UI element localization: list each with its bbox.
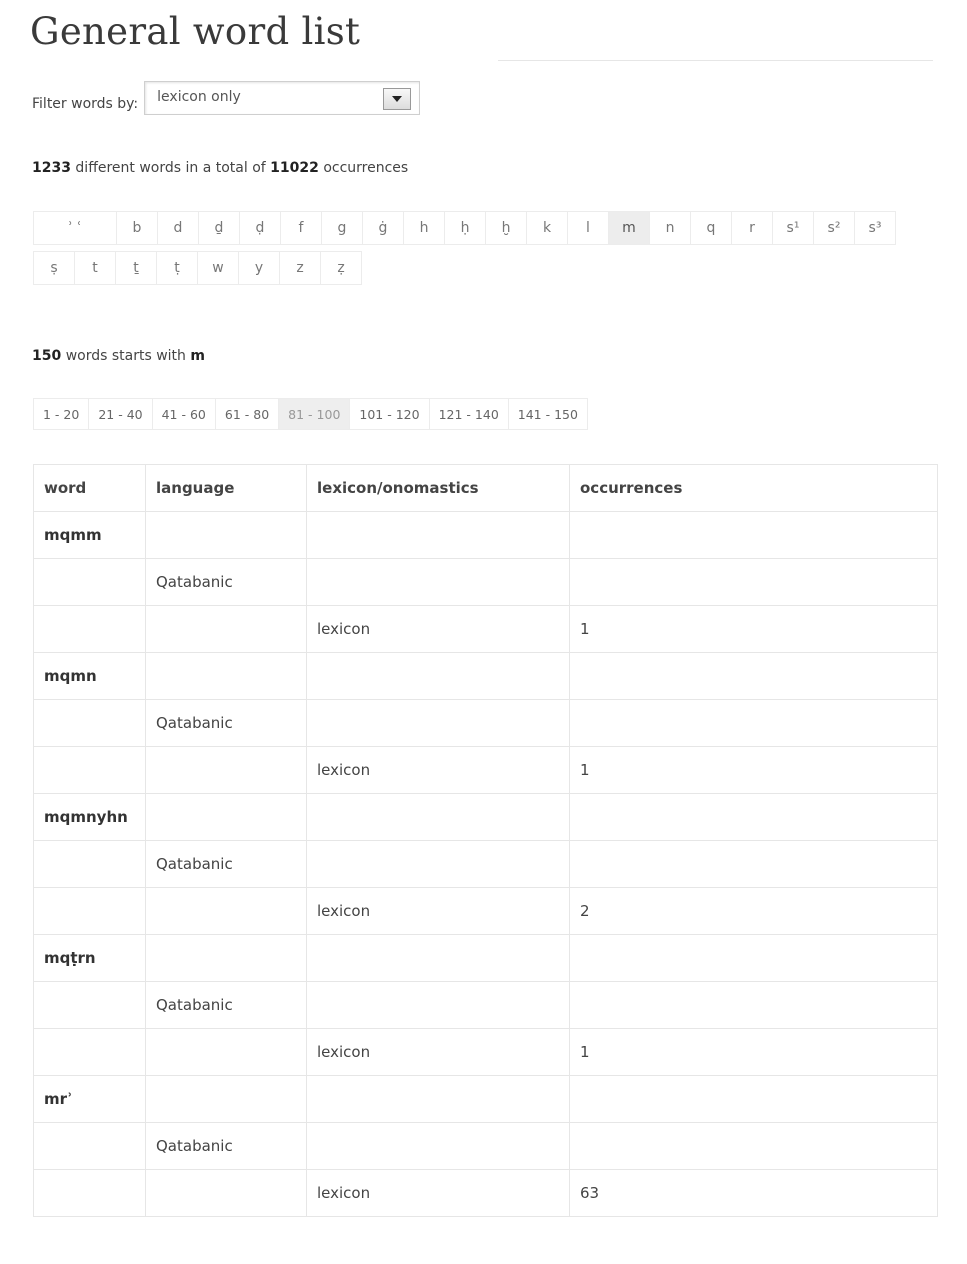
cell-lexicon [307,559,570,606]
letter-word-total: 150 [32,348,62,364]
letter-link[interactable]: h [403,211,445,245]
cell-occurrences [570,653,938,700]
table-row [34,747,938,794]
cell-lexicon [307,653,570,700]
letter-link[interactable]: z [279,251,321,285]
cell-lexicon [307,982,570,1029]
table-row [34,700,938,747]
letter-link[interactable]: b [116,211,158,245]
cell-occurrences: 1 [570,606,938,653]
table-row [34,653,938,700]
letter-link[interactable]: w [197,251,239,285]
table-row [34,935,938,982]
title-divider [498,60,933,61]
cell-language [146,512,307,559]
header-language: language [146,465,307,512]
table-row [34,794,938,841]
cell-language [146,1170,307,1217]
letter-link[interactable]: ḍ [239,211,281,245]
cell-word [34,606,146,653]
cell-lexicon: lexicon [307,1029,570,1076]
cell-language [146,1029,307,1076]
letter-link[interactable]: m [608,211,650,245]
filter-select[interactable] [144,81,420,115]
table-row [34,982,938,1029]
cell-word [34,1029,146,1076]
alphabet-nav [34,211,924,287]
cell-occurrences [570,841,938,888]
cell-lexicon [307,512,570,559]
cell-lexicon: lexicon [307,747,570,794]
letter-link[interactable]: y [238,251,280,285]
cell-word [34,841,146,888]
letter-link[interactable]: r [731,211,773,245]
cell-lexicon: lexicon [307,1170,570,1217]
letter-link[interactable]: f [280,211,322,245]
letter-link[interactable]: s² [813,211,855,245]
cell-occurrences: 2 [570,888,938,935]
cell-occurrences [570,935,938,982]
summary-text: different words in a total of [75,160,266,176]
page-range-link[interactable]: 41 - 60 [152,398,216,430]
cell-occurrences [570,982,938,1029]
cell-language [146,794,307,841]
filter-row [32,80,420,116]
cell-word: mqṭrn [34,935,146,982]
table-row [34,1123,938,1170]
cell-occurrences [570,512,938,559]
page-range-link[interactable]: 141 - 150 [508,398,588,430]
cell-lexicon [307,1123,570,1170]
cell-language: Qatabanic [146,1123,307,1170]
total-words: 1233 [32,160,71,176]
cell-word [34,888,146,935]
cell-language: Qatabanic [146,982,307,1029]
word-table [33,464,938,1217]
page-range-link[interactable]: 1 - 20 [33,398,89,430]
summary-text-end: occurrences [323,160,409,176]
cell-occurrences [570,1123,938,1170]
letter-word-count [32,348,205,364]
cell-language [146,606,307,653]
letter-link[interactable]: ṭ [156,251,198,285]
table-row [34,606,938,653]
cell-word [34,700,146,747]
letter-link[interactable]: ẓ [320,251,362,285]
word-count-summary [32,160,408,176]
letter-link[interactable]: l [567,211,609,245]
cell-occurrences [570,794,938,841]
letter-link[interactable]: t [74,251,116,285]
letter-link[interactable]: ḏ [198,211,240,245]
cell-occurrences [570,559,938,606]
cell-occurrences: 63 [570,1170,938,1217]
cell-language: Qatabanic [146,841,307,888]
page-range-link[interactable]: 101 - 120 [349,398,429,430]
cell-lexicon [307,794,570,841]
dropdown-arrow-button[interactable] [383,88,411,110]
table-row [34,512,938,559]
page-title: General word list [30,10,361,53]
cell-lexicon [307,1076,570,1123]
letter-link[interactable]: ḫ [485,211,527,245]
cell-language: Qatabanic [146,700,307,747]
cell-language [146,653,307,700]
table-row [34,559,938,606]
cell-word: mqmnyhn [34,794,146,841]
filter-selected-value: lexicon only [157,89,241,105]
header-word: word [34,465,146,512]
letter-link[interactable]: ʾ ʿ [33,211,117,245]
letter-link[interactable]: s³ [854,211,896,245]
cell-occurrences: 1 [570,1029,938,1076]
total-occurrences: 11022 [270,160,319,176]
alphabet-row-1 [34,211,924,247]
letter-link[interactable]: s¹ [772,211,814,245]
chevron-down-icon [391,95,403,103]
cell-occurrences [570,700,938,747]
letter-word-text: words starts with [65,348,186,364]
table-row [34,841,938,888]
table-row [34,888,938,935]
table-row [34,1076,938,1123]
letter-link[interactable]: k [526,211,568,245]
cell-occurrences [570,1076,938,1123]
header-occurrences: occurrences [570,465,938,512]
cell-lexicon [307,841,570,888]
cell-lexicon: lexicon [307,606,570,653]
cell-occurrences: 1 [570,747,938,794]
alphabet-row-2 [34,251,924,287]
table-row [34,1170,938,1217]
cell-language [146,935,307,982]
cell-word [34,1170,146,1217]
table-row [34,1029,938,1076]
page-range-link[interactable]: 121 - 140 [429,398,509,430]
cell-language: Qatabanic [146,559,307,606]
page-range-link[interactable]: 61 - 80 [215,398,279,430]
letter-link[interactable]: q [690,211,732,245]
letter-link[interactable]: g [321,211,363,245]
cell-word: mqmm [34,512,146,559]
pagination [34,398,588,430]
page-range-link[interactable]: 81 - 100 [278,398,350,430]
cell-language [146,747,307,794]
cell-word [34,559,146,606]
letter-link[interactable]: n [649,211,691,245]
cell-word: mrʾ [34,1076,146,1123]
cell-word [34,747,146,794]
cell-language [146,888,307,935]
cell-lexicon [307,935,570,982]
cell-lexicon: lexicon [307,888,570,935]
cell-word [34,1123,146,1170]
cell-lexicon [307,700,570,747]
current-letter: m [190,348,205,364]
page-range-link[interactable]: 21 - 40 [88,398,152,430]
cell-word: mqmn [34,653,146,700]
letter-link[interactable]: d [157,211,199,245]
letter-link[interactable]: ṯ [115,251,157,285]
table-header-row [34,465,938,512]
header-lexicon-onomastics: lexicon/onomastics [307,465,570,512]
letter-link[interactable]: ṣ [33,251,75,285]
cell-word [34,982,146,1029]
letter-link[interactable]: ġ [362,211,404,245]
cell-language [146,1076,307,1123]
letter-link[interactable]: ḥ [444,211,486,245]
filter-label: Filter words by: [32,96,139,112]
